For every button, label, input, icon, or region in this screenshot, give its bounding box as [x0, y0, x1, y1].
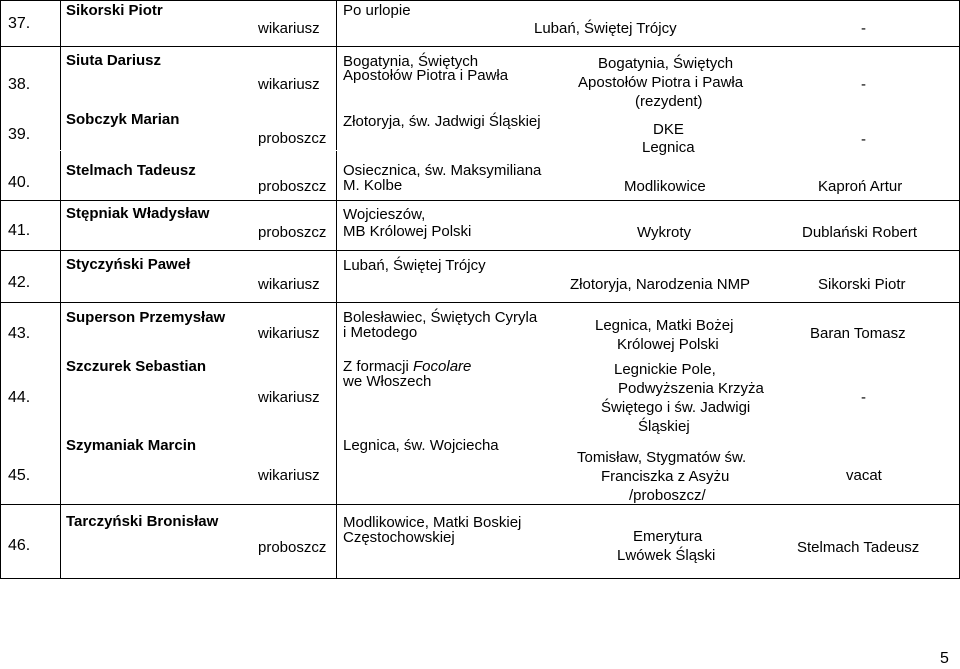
new-place: Świętego i św. Jadwigi	[601, 399, 751, 416]
replacement: -	[861, 131, 866, 148]
new-place: Złotoryja, Narodzenia NMP	[570, 276, 751, 293]
new-place: Śląskiej	[638, 418, 690, 435]
new-place: /proboszcz/	[629, 487, 706, 504]
new-place: Tomisław, Stygmatów św.	[577, 449, 747, 466]
new-place: Królowej Polski	[617, 336, 719, 353]
role: wikariusz	[258, 467, 320, 484]
new-place: Wykroty	[637, 224, 692, 241]
replacement: Sikorski Piotr	[818, 276, 906, 293]
new-place: Franciszka z Asyżu	[601, 468, 730, 485]
priest-name: Sikorski Piotr	[66, 2, 163, 19]
current-place: Częstochowskiej	[343, 529, 455, 546]
row-number: 38.	[8, 76, 31, 93]
new-place: Emerytura	[633, 528, 703, 545]
role: wikariusz	[258, 20, 320, 37]
priest-name: Stelmach Tadeusz	[66, 162, 196, 179]
current-place: Złotoryja, św. Jadwigi Śląskiej	[343, 113, 541, 130]
row-number: 46.	[8, 537, 31, 554]
row-number: 45.	[8, 467, 31, 484]
new-place: Podwyższenia Krzyża	[618, 380, 764, 397]
current-place: Apostołów Piotra i Pawła	[343, 67, 509, 84]
current-place: Bolesławiec, Świętych Cyryla	[343, 309, 538, 326]
replacement: vacat	[846, 467, 882, 484]
row-number: 40.	[8, 174, 31, 191]
priest-name: Styczyński Paweł	[66, 256, 191, 273]
current-place: MB Królowej Polski	[343, 223, 472, 240]
new-place: Lubań, Świętej Trójcy	[534, 20, 677, 37]
row-number: 42.	[8, 274, 31, 291]
new-place: Legnickie Pole,	[614, 361, 716, 378]
current-place: Legnica, św. Wojciecha	[343, 437, 499, 454]
priest-name: Superson Przemysław	[66, 309, 226, 326]
row-number: 44.	[8, 389, 31, 406]
role: wikariusz	[258, 325, 320, 342]
role: proboszcz	[258, 539, 327, 556]
replacement: -	[861, 76, 866, 93]
role: proboszcz	[258, 130, 327, 147]
replacement: Stelmach Tadeusz	[797, 539, 920, 556]
new-place: Legnica	[642, 139, 695, 156]
current-place: i Metodego	[343, 324, 418, 341]
role: wikariusz	[258, 276, 320, 293]
current-place: Po urlopie	[343, 2, 411, 19]
replacement: Baran Tomasz	[810, 325, 906, 342]
replacement: -	[861, 389, 866, 406]
new-place: Legnica, Matki Bożej	[595, 317, 734, 334]
current-place: Lubań, Świętej Trójcy	[343, 257, 486, 274]
role: proboszcz	[258, 178, 327, 195]
current-place: Z formacji Focolare	[343, 358, 472, 375]
new-place: Lwówek Śląski	[617, 547, 716, 564]
row-number: 39.	[8, 126, 31, 143]
new-place: Apostołów Piotra i Pawła	[578, 74, 744, 91]
replacement: Dublański Robert	[802, 224, 918, 241]
role: wikariusz	[258, 76, 320, 93]
new-place: (rezydent)	[635, 93, 703, 110]
current-place: Osiecznica, św. Maksymiliana	[343, 162, 542, 179]
row-number: 37.	[8, 15, 31, 32]
new-place: Modlikowice	[624, 178, 706, 195]
page-number: 5	[940, 650, 949, 667]
current-place: we Włoszech	[343, 373, 432, 390]
priest-name: Szymaniak Marcin	[66, 437, 197, 454]
role: wikariusz	[258, 389, 320, 406]
role: proboszcz	[258, 224, 327, 241]
priest-name: Sobczyk Marian	[66, 111, 180, 128]
priest-name: Szczurek Sebastian	[66, 358, 207, 375]
priest-name: Stępniak Władysław	[66, 205, 210, 222]
replacement: Kaproń Artur	[818, 178, 903, 195]
priest-name: Tarczyński Bronisław	[66, 513, 219, 530]
replacement: -	[861, 20, 866, 37]
priest-name: Siuta Dariusz	[66, 52, 162, 69]
current-place: M. Kolbe	[343, 177, 403, 194]
new-place: Bogatynia, Świętych	[598, 55, 734, 72]
current-place: Bogatynia, Świętych	[343, 53, 479, 70]
new-place: DKE	[653, 121, 684, 138]
row-number: 41.	[8, 222, 31, 239]
current-place: Modlikowice, Matki Boskiej	[343, 514, 522, 531]
current-place: Wojcieszów,	[343, 206, 426, 223]
row-number: 43.	[8, 325, 31, 342]
